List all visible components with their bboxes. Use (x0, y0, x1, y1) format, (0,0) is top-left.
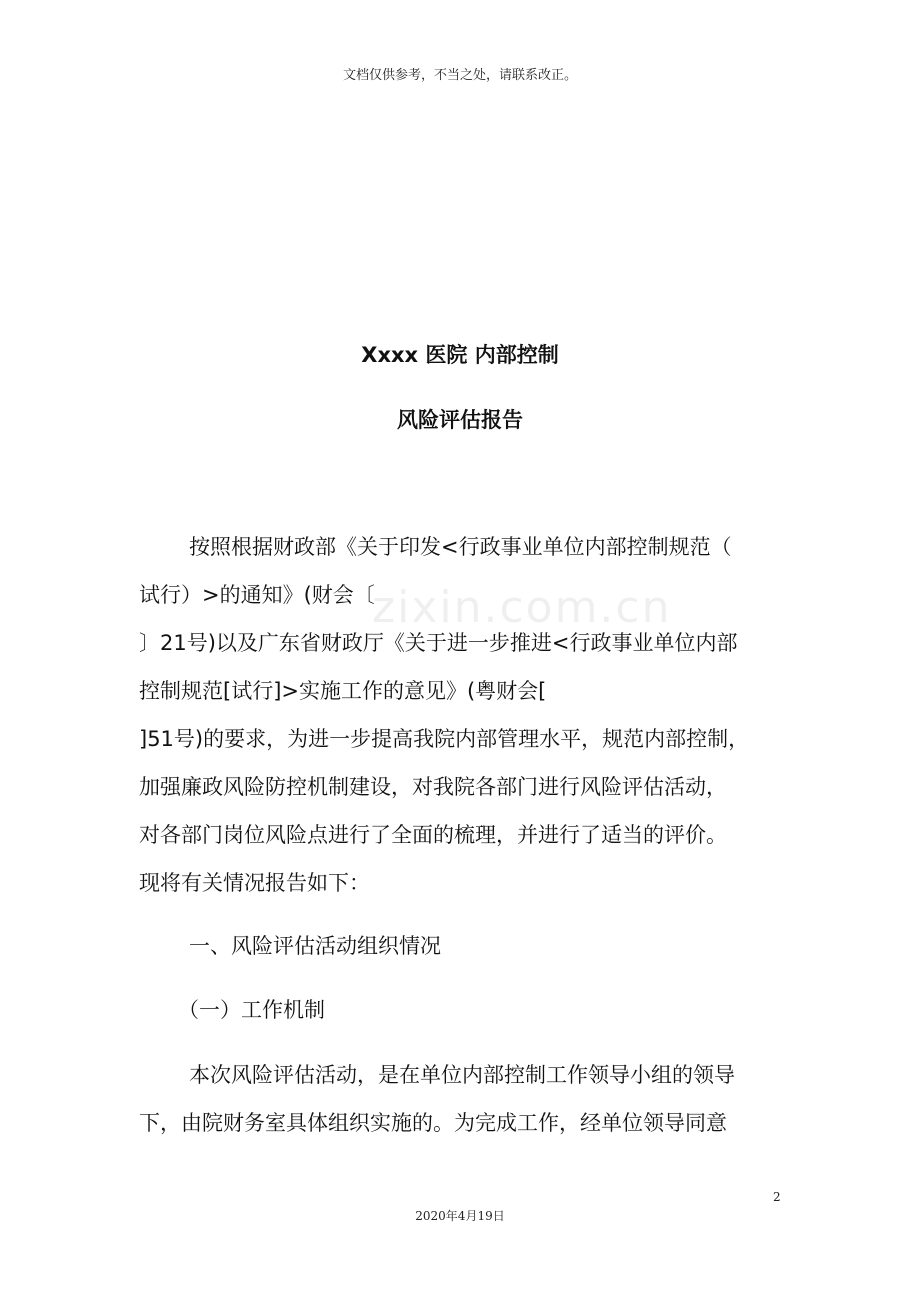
paragraph-line: 控制规范[试行]>实施工作的意见》(粤财会[ (139, 679, 547, 703)
page-number: 2 (773, 1190, 781, 1204)
paragraph-line: 试行）>的通知》(财会〔 (139, 583, 375, 607)
paragraph-line: 按照根据财政部《关于印发<行政事业单位内部控制规范（ (189, 535, 732, 559)
paragraph-line: 对各部门岗位风险点进行了全面的梳理，并进行了适当的评价。 (139, 823, 727, 847)
subsection-heading: （一）工作机制 (178, 998, 325, 1022)
watermark: zixin.com.cn (372, 582, 672, 633)
paragraph-line: 现将有关情况报告如下： (139, 871, 370, 895)
paragraph-line: ]51号)的要求，为进一步提高我院内部管理水平，规范内部控制， (139, 727, 750, 751)
paragraph-line: 本次风险评估活动，是在单位内部控制工作领导小组的领导 (189, 1063, 735, 1087)
document-title-line-2: 风险评估报告 (397, 408, 523, 432)
paragraph-line: 下，由院财务室具体组织实施的。为完成工作，经单位领导同意 (139, 1111, 727, 1135)
footer-date: 2020年4月19日 (415, 1209, 505, 1223)
section-heading: 一、风险评估活动组织情况 (189, 934, 441, 958)
paragraph-line: 加强廉政风险防控机制建设，对我院各部门进行风险评估活动， (139, 775, 727, 799)
header-disclaimer: 文档仅供参考，不当之处，请联系改正。 (342, 68, 577, 83)
document-title-line-1: Xxxx 医院 内部控制 (361, 343, 559, 367)
paragraph-line: 〕21号)以及广东省财政厅《关于进一步推进<行政事业单位内部 (139, 631, 738, 655)
